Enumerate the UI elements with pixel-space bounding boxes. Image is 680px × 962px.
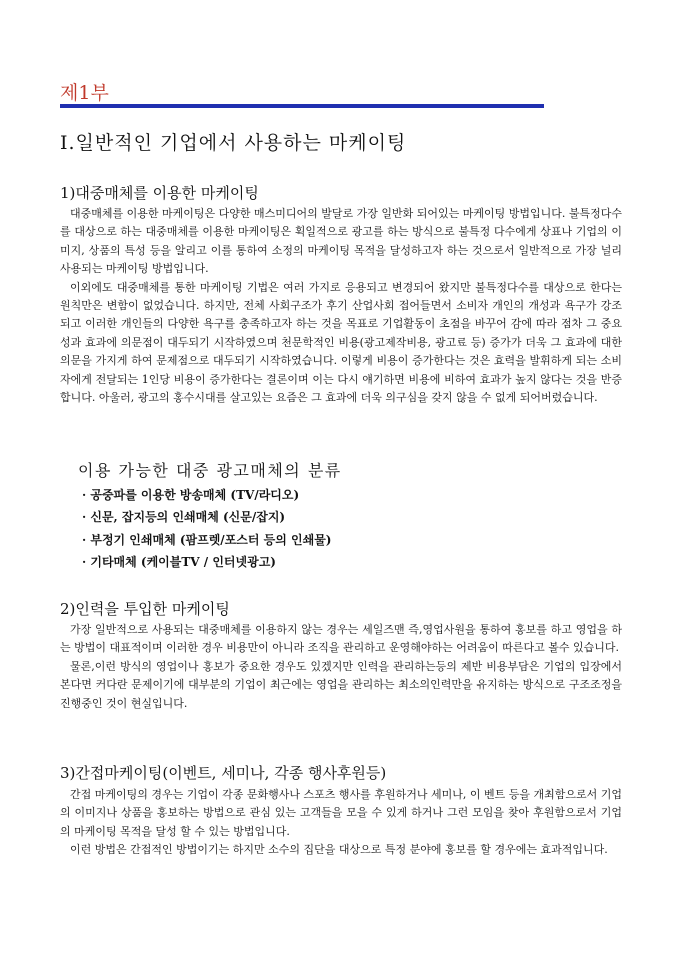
section-2-body: [60, 621, 622, 713]
media-list-item: · 부정기 인쇄매체 (팜프렛/포스터 등의 인쇄물): [82, 532, 332, 547]
section-1-paragraph: 대중매체를 이용한 마케이팅은 다양한 매스미디어의 발달로 가장 일반화 되어있는 마케이팅 방법입니다. 불특정다수를 대상으로 하는 대중매체를 이용한 마케이팅은 획일적으로 광고를 하는 방식으로 불특정 다수에게 상표나 기업의 이미지, 상품의 특성 등을 알리고 이를 통하여 소정의 마케이팅 목적을 달성하고자 하는 것으로서 일반적으로 가장 널리 사용되는 마케이팅 방법입니다.: [60, 207, 623, 276]
section-3-body: [60, 786, 622, 860]
section-2-paragraph: 물론,이런 방식의 영업이나 홍보가 중요한 경우도 있겠지만 인력을 관리하는등의 제반 비용부담은 기업의 입장에서 본다면 커다란 문제이기에 대부분의 기업이 최근에는 영업을 관리하는 최소의인력만을 유지하는 방식으로 구조조정을 진행중인 것이 현실입니다.: [60, 659, 622, 710]
section-1-paragraph: 이외에도 대중매체를 통한 마케이팅 기법은 여러 가지로 응용되고 변경되어 왔지만 불특정다수를 대상으로 한다는 원칙만은 변함이 없었습니다. 하지만, 전체 사회구조가 후기 산업사회 접어들면서 소비자 개인의 개성과 욕구가 강조되고 이러한 개인들의 다양한 욕구를 충족하고자 하는 것을 목표로 기업활동이 초점을 바꾸어 감에 따라 점차 그 중요성과 효과에 의문점이 대두되기 시작하였으며 천문학적인 비용(광고제작비용, 광고료 등) 증가가 더욱 그 효과에 대한 의문을 가지게 하여 문제점으로 대두되기 시작하였습니다. 이렇게 비용이 증가한다는 것은 효력을 발휘하게 되는 소비자에게 전달되는 1인당 비용이 증가한다는 결론이며 이는 다시 얘기하면 비용에 비하여 효과가 높지 않다는 것을 반증합니다. 아울러, 광고의 홍수시대를 살고있는 요즘은 그 효과에 더욱 의구심을 갖지 않을 수 없게 되어버렸습니다.: [60, 280, 622, 405]
media-list-item: · 기타매체 (케이블TV / 인터넷광고): [82, 554, 276, 569]
section-1-body: [60, 205, 622, 407]
section-3-heading: 3)간접마케이팅(이벤트, 세미나, 각종 행사후원등): [60, 764, 387, 782]
part-title: 제1부: [60, 82, 109, 104]
section-2-paragraph: 가장 일반적으로 사용되는 대중매체를 이용하지 않는 경우는 세일즈맨 즉,영업사원을 통하여 홍보를 하고 영업을 하는 방법이 대표적이며 이러한 경우 비용만이 아니라 조직을 관리하고 운영해야하는 어려움이 따른다고 볼수 있습니다.: [60, 623, 622, 655]
media-list-item: · 신문, 잡지등의 인쇄매체 (신문/잡지): [82, 510, 286, 525]
media-list-item: · 공중파를 이용한 방송매체 (TV/라디오): [82, 488, 300, 502]
section-3-paragraph: 이런 방법은 간접적인 방법이기는 하지만 소수의 집단을 대상으로 특정 분야에 홍보를 할 경우에는 효과적입니다.: [70, 843, 608, 857]
main-heading: I.일반적인 기업에서 사용하는 마케이팅: [60, 132, 407, 154]
section-3-paragraph: 간접 마케이팅의 경우는 기업이 각종 문화행사나 스포츠 행사를 후원하거나 세미나, 이 벤트 등을 개최함으로서 기업의 이미지나 상품을 홍보하는 방법으로 관심 있는 고객들을 모을 수 있게 하거나 그런 모임을 찾아 후원함으로서 기업의 마케이팅 목적을 달성 할 수 있는 방법입니다.: [60, 788, 622, 838]
section-1-heading: 1)대중매체를 이용한 마케이팅: [60, 184, 259, 202]
media-list-title: 이용 가능한 대중 광고매체의 분류: [78, 461, 342, 480]
title-divider: [60, 104, 544, 108]
media-list: [82, 484, 331, 573]
section-2-heading: 2)인력을 투입한 마케이팅: [60, 600, 230, 618]
